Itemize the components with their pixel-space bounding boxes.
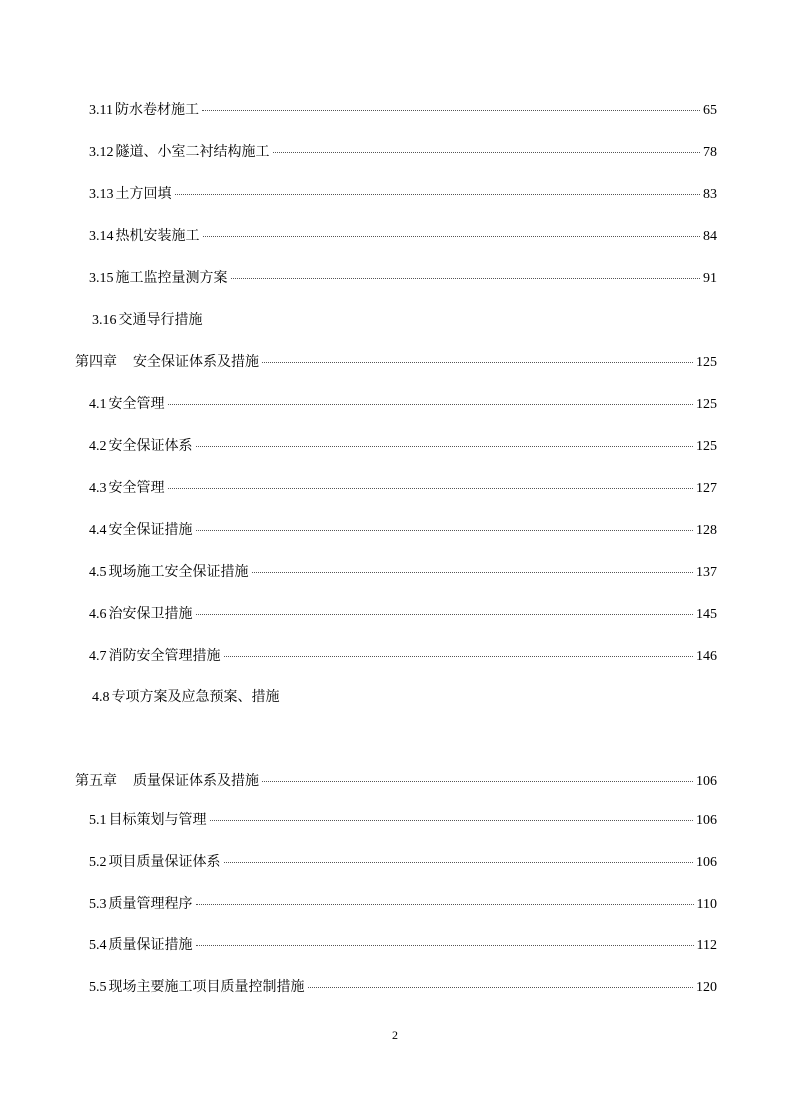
dot-leader bbox=[196, 945, 694, 946]
toc-entry-number: 3.12 bbox=[89, 145, 114, 160]
toc-entry-3-11[interactable] bbox=[89, 100, 717, 121]
toc-entry-page: 125 bbox=[696, 397, 717, 412]
chapter-number: 第四章 bbox=[75, 354, 117, 370]
toc-entry-title: 施工监控量测方案 bbox=[115, 270, 228, 286]
toc-entry-title: 热机安装施工 bbox=[115, 228, 200, 244]
toc-entry-number: 5.3 bbox=[89, 897, 107, 912]
toc-entry-title: 隧道、小室二衬结构施工 bbox=[115, 144, 270, 160]
toc-entry-5-1[interactable] bbox=[89, 810, 717, 831]
toc-entry-4-6[interactable] bbox=[89, 604, 717, 625]
toc-entry-title: 目标策划与管理 bbox=[108, 812, 207, 828]
toc-entry-title: 交通导行措施 bbox=[118, 312, 203, 328]
toc-entry-number: 5.1 bbox=[89, 813, 107, 828]
toc-entry-page: 78 bbox=[703, 145, 717, 160]
toc-entry-title: 治安保卫措施 bbox=[108, 606, 193, 622]
toc-entry-title: 安全保证体系 bbox=[108, 438, 193, 454]
toc-chapter-4[interactable] bbox=[75, 352, 717, 373]
toc-entry-page: 125 bbox=[696, 439, 717, 454]
dot-leader bbox=[196, 446, 694, 447]
toc-entry-4-5[interactable] bbox=[89, 562, 717, 583]
toc-entry-page: 112 bbox=[696, 938, 717, 953]
toc-entry-number: 4.5 bbox=[89, 565, 107, 580]
toc-entry-3-13[interactable] bbox=[89, 184, 717, 205]
toc-entry-number: 3.16 bbox=[92, 313, 117, 328]
toc-entry-5-4[interactable] bbox=[89, 935, 717, 956]
toc-entry-title: 质量保证措施 bbox=[108, 937, 193, 953]
toc-entry-4-8[interactable] bbox=[92, 687, 280, 708]
toc-entry-4-7[interactable] bbox=[89, 646, 717, 667]
toc-entry-page: 110 bbox=[696, 897, 717, 912]
toc-entry-page: 106 bbox=[696, 813, 717, 828]
toc-entry-number: 3.11 bbox=[89, 103, 113, 118]
toc-entry-4-2[interactable] bbox=[89, 436, 717, 457]
chapter-title: 质量保证体系及措施 bbox=[133, 773, 259, 789]
dot-leader bbox=[224, 656, 694, 657]
toc-entry-title: 土方回填 bbox=[115, 186, 172, 202]
toc-entry-5-3[interactable] bbox=[89, 894, 717, 915]
toc-entry-page: 127 bbox=[696, 481, 717, 496]
toc-entry-title: 防水卷材施工 bbox=[114, 102, 199, 118]
toc-entry-page: 128 bbox=[696, 523, 717, 538]
toc-entry-title: 项目质量保证体系 bbox=[108, 854, 221, 870]
dot-leader bbox=[262, 362, 693, 363]
dot-leader bbox=[262, 781, 693, 782]
toc-entry-3-16[interactable] bbox=[92, 310, 203, 331]
toc-entry-title: 安全管理 bbox=[108, 396, 165, 412]
toc-entry-title: 专项方案及应急预案、措施 bbox=[111, 689, 280, 705]
toc-entry-number: 4.7 bbox=[89, 649, 107, 664]
dot-leader bbox=[202, 110, 700, 111]
dot-leader bbox=[210, 820, 694, 821]
toc-entry-page: 83 bbox=[703, 187, 717, 202]
toc-entry-page: 146 bbox=[696, 649, 717, 664]
dot-leader bbox=[168, 404, 694, 405]
toc-entry-page: 137 bbox=[696, 565, 717, 580]
toc-entry-page: 84 bbox=[703, 229, 717, 244]
toc-entry-number: 5.5 bbox=[89, 980, 107, 995]
toc-entry-number: 5.2 bbox=[89, 855, 107, 870]
toc-entry-title: 现场施工安全保证措施 bbox=[108, 564, 249, 580]
toc-entry-3-12[interactable] bbox=[89, 142, 717, 163]
dot-leader bbox=[308, 987, 694, 988]
dot-leader bbox=[196, 904, 694, 905]
toc-entry-number: 3.13 bbox=[89, 187, 114, 202]
chapter-number: 第五章 bbox=[75, 773, 117, 789]
toc-entry-4-4[interactable] bbox=[89, 520, 717, 541]
toc-entry-number: 4.2 bbox=[89, 439, 107, 454]
toc-entry-5-5[interactable] bbox=[89, 977, 717, 998]
toc-entry-title: 现场主要施工项目质量控制措施 bbox=[108, 979, 305, 995]
toc-entry-number: 4.1 bbox=[89, 397, 107, 412]
toc-entry-title: 消防安全管理措施 bbox=[108, 648, 221, 664]
toc-entry-page: 106 bbox=[696, 774, 717, 789]
toc-entry-title: 安全管理 bbox=[108, 480, 165, 496]
page-number: 2 bbox=[392, 1028, 398, 1042]
toc-entry-page: 91 bbox=[703, 271, 717, 286]
dot-leader bbox=[203, 236, 701, 237]
dot-leader bbox=[273, 152, 701, 153]
toc-entry-3-15[interactable] bbox=[89, 268, 717, 289]
dot-leader bbox=[196, 614, 694, 615]
toc-entry-page: 125 bbox=[696, 355, 717, 370]
toc-entry-number: 5.4 bbox=[89, 938, 107, 953]
toc-entry-number: 4.3 bbox=[89, 481, 107, 496]
toc-entry-number: 4.4 bbox=[89, 523, 107, 538]
toc-entry-page: 145 bbox=[696, 607, 717, 622]
toc-entry-page: 65 bbox=[703, 103, 717, 118]
dot-leader bbox=[231, 278, 701, 279]
toc-entry-number: 3.15 bbox=[89, 271, 114, 286]
dot-leader bbox=[224, 862, 694, 863]
toc-entry-title: 安全保证措施 bbox=[108, 522, 193, 538]
toc-entry-number: 4.8 bbox=[92, 690, 110, 705]
toc-entry-number: 3.14 bbox=[89, 229, 114, 244]
toc-entry-4-3[interactable] bbox=[89, 478, 717, 499]
toc-entry-title: 质量管理程序 bbox=[108, 896, 193, 912]
toc-chapter-5[interactable] bbox=[75, 771, 717, 792]
toc-entry-4-1[interactable] bbox=[89, 394, 717, 415]
toc-entry-number: 4.6 bbox=[89, 607, 107, 622]
dot-leader bbox=[196, 530, 694, 531]
dot-leader bbox=[168, 488, 694, 489]
dot-leader bbox=[252, 572, 694, 573]
dot-leader bbox=[175, 194, 701, 195]
toc-entry-page: 106 bbox=[696, 855, 717, 870]
toc-entry-3-14[interactable] bbox=[89, 226, 717, 247]
chapter-title: 安全保证体系及措施 bbox=[133, 354, 259, 370]
toc-entry-page: 120 bbox=[696, 980, 717, 995]
toc-entry-5-2[interactable] bbox=[89, 852, 717, 873]
